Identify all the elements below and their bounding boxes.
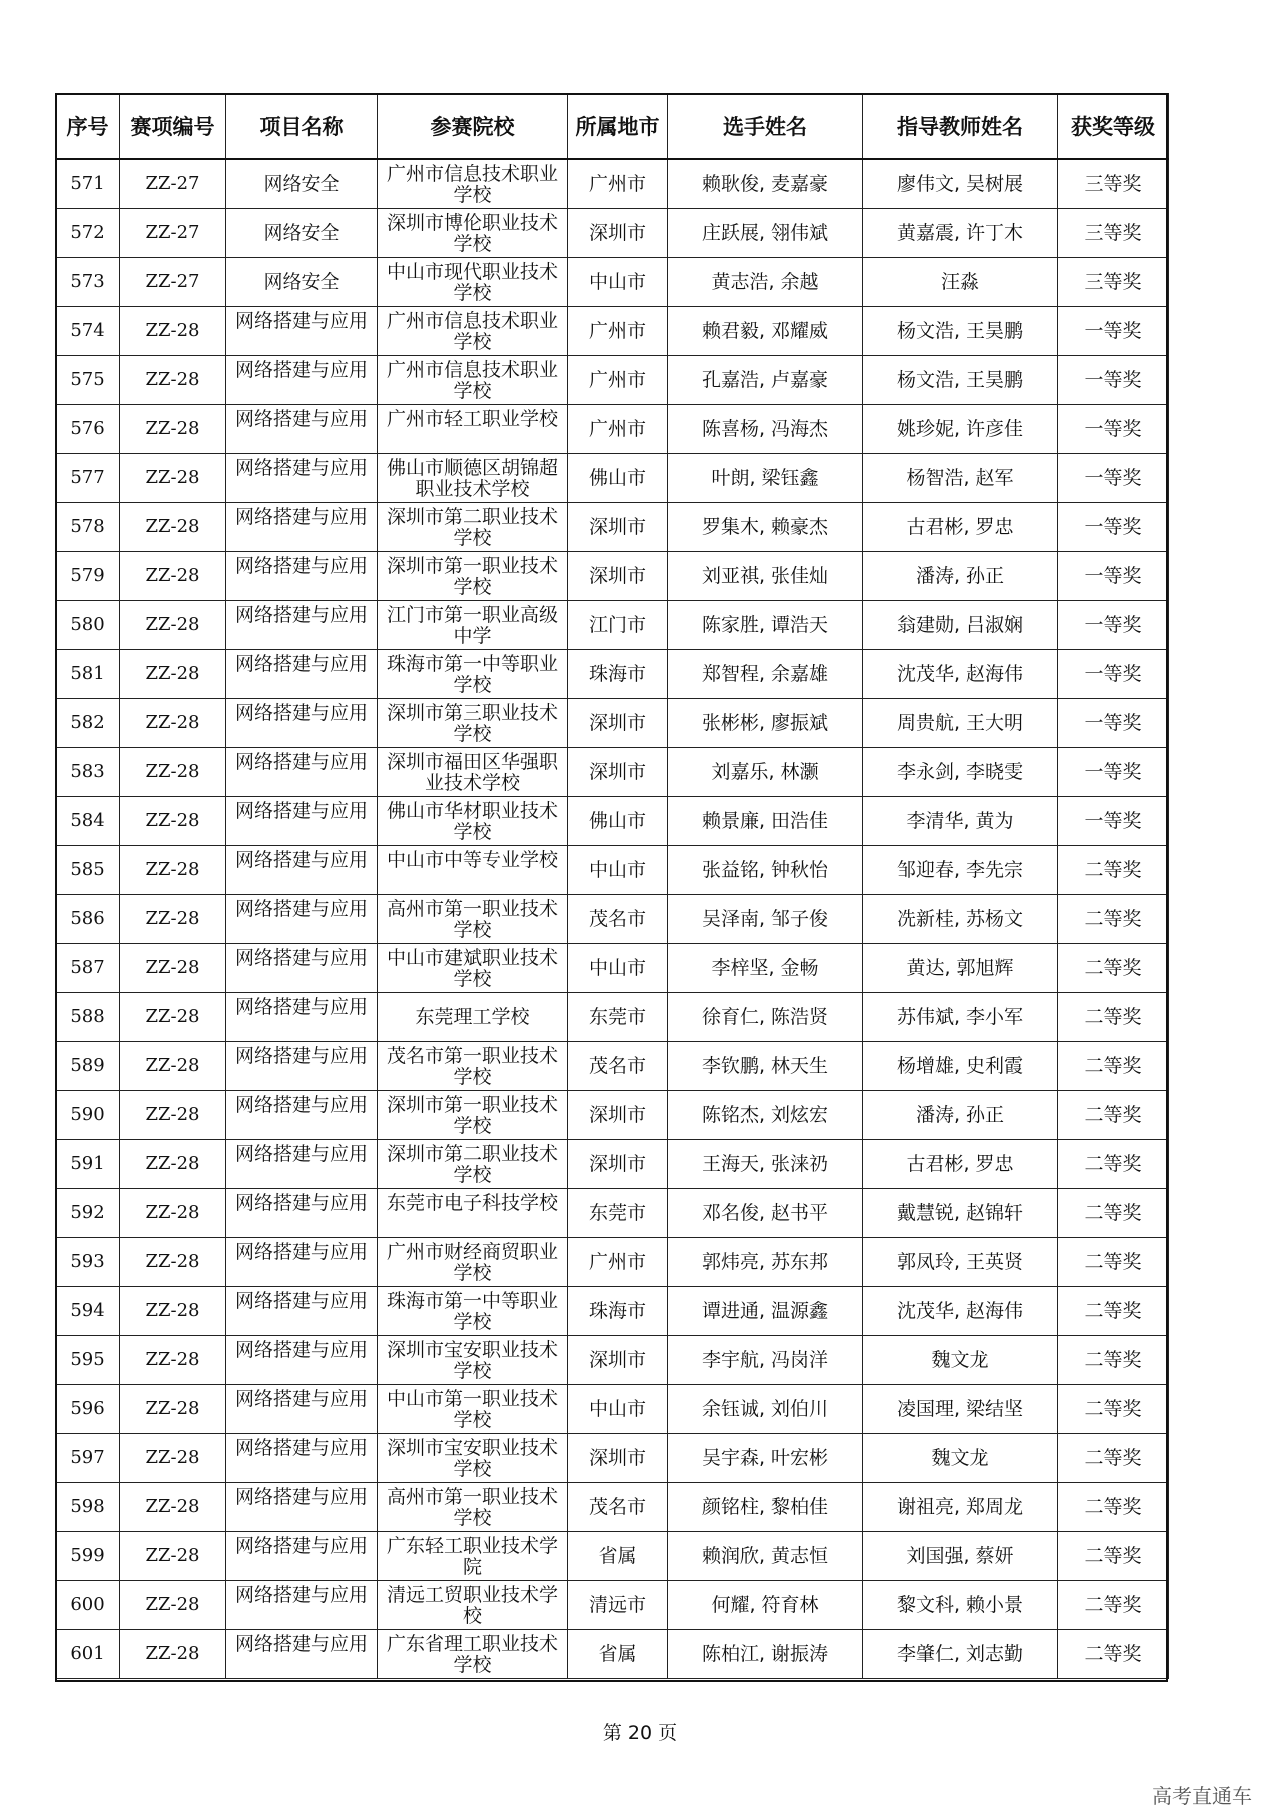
award-cell: 二等奖 <box>1058 1238 1169 1287</box>
award-cell: 二等奖 <box>1058 1483 1169 1532</box>
table-row <box>56 1091 1169 1140</box>
city-cell: 珠海市 <box>568 1287 668 1336</box>
award-cell: 一等奖 <box>1058 503 1169 552</box>
project-cell: 网络搭建与应用 <box>226 993 378 1042</box>
project-cell: 网络搭建与应用 <box>226 1287 378 1336</box>
seq-cell: 583 <box>56 748 120 797</box>
header-cell: 项目名称 <box>226 94 378 160</box>
award-cell: 一等奖 <box>1058 356 1169 405</box>
award-cell: 三等奖 <box>1058 159 1169 209</box>
school-cell: 广东省理工职业技术学校 <box>378 1630 568 1679</box>
code-cell: ZZ-28 <box>120 1336 226 1385</box>
seq-cell: 589 <box>56 1042 120 1091</box>
table-row <box>56 1140 1169 1189</box>
header-cell: 参赛院校 <box>378 94 568 160</box>
contestant-cell: 陈铭杰, 刘炫宏 <box>668 1091 863 1140</box>
code-cell: ZZ-28 <box>120 356 226 405</box>
teacher-cell: 邹迎春, 李先宗 <box>863 846 1058 895</box>
seq-cell: 593 <box>56 1238 120 1287</box>
seq-cell: 582 <box>56 699 120 748</box>
code-cell: ZZ-28 <box>120 1385 226 1434</box>
table-row <box>56 1581 1169 1630</box>
table-row <box>56 699 1169 748</box>
teacher-cell: 汪淼 <box>863 258 1058 307</box>
contestant-cell: 赖君毅, 邓耀威 <box>668 307 863 356</box>
project-cell: 网络搭建与应用 <box>226 1630 378 1679</box>
teacher-cell: 古君彬, 罗忠 <box>863 503 1058 552</box>
project-cell: 网络搭建与应用 <box>226 1336 378 1385</box>
city-cell: 广州市 <box>568 159 668 209</box>
code-cell: ZZ-28 <box>120 454 226 503</box>
school-cell: 东莞理工学校 <box>378 993 568 1042</box>
table-row <box>56 993 1169 1042</box>
city-cell: 江门市 <box>568 601 668 650</box>
contestant-cell: 何耀, 符育林 <box>668 1581 863 1630</box>
project-cell: 网络安全 <box>226 209 378 258</box>
award-cell: 一等奖 <box>1058 307 1169 356</box>
project-cell: 网络搭建与应用 <box>226 405 378 454</box>
watermark: 高考直通车 <box>1152 1784 1252 1808</box>
award-cell: 一等奖 <box>1058 797 1169 846</box>
award-cell: 二等奖 <box>1058 1581 1169 1630</box>
school-cell: 深圳市第二职业技术学校 <box>378 1140 568 1189</box>
header-cell: 所属地市 <box>568 94 668 160</box>
seq-cell: 588 <box>56 993 120 1042</box>
school-cell: 深圳市第二职业技术学校 <box>378 503 568 552</box>
table-row <box>56 1189 1169 1238</box>
table-row <box>56 797 1169 846</box>
school-cell: 茂名市第一职业技术学校 <box>378 1042 568 1091</box>
city-cell: 广州市 <box>568 307 668 356</box>
code-cell: ZZ-28 <box>120 895 226 944</box>
code-cell: ZZ-28 <box>120 503 226 552</box>
school-cell: 高州市第一职业技术学校 <box>378 1483 568 1532</box>
code-cell: ZZ-28 <box>120 944 226 993</box>
city-cell: 佛山市 <box>568 797 668 846</box>
award-cell: 二等奖 <box>1058 1287 1169 1336</box>
teacher-cell: 廖伟文, 吴树展 <box>863 159 1058 209</box>
teacher-cell: 潘涛, 孙正 <box>863 1091 1058 1140</box>
award-cell: 一等奖 <box>1058 454 1169 503</box>
school-cell: 深圳市宝安职业技术学校 <box>378 1336 568 1385</box>
table-row <box>56 650 1169 699</box>
award-cell: 二等奖 <box>1058 1091 1169 1140</box>
table-row <box>56 1287 1169 1336</box>
school-cell: 清远工贸职业技术学校 <box>378 1581 568 1630</box>
project-cell: 网络搭建与应用 <box>226 552 378 601</box>
seq-cell: 591 <box>56 1140 120 1189</box>
teacher-cell: 李清华, 黄为 <box>863 797 1058 846</box>
teacher-cell: 杨文浩, 王昊鹏 <box>863 356 1058 405</box>
code-cell: ZZ-28 <box>120 993 226 1042</box>
seq-cell: 595 <box>56 1336 120 1385</box>
teacher-cell: 李肇仁, 刘志勤 <box>863 1630 1058 1679</box>
code-cell: ZZ-27 <box>120 209 226 258</box>
contestant-cell: 颜铭柱, 黎柏佳 <box>668 1483 863 1532</box>
school-cell: 广州市信息技术职业学校 <box>378 159 568 209</box>
seq-cell: 590 <box>56 1091 120 1140</box>
project-cell: 网络搭建与应用 <box>226 1483 378 1532</box>
school-cell: 深圳市第一职业技术学校 <box>378 552 568 601</box>
seq-cell: 599 <box>56 1532 120 1581</box>
header-cell: 指导教师姓名 <box>863 94 1058 160</box>
table-row <box>56 258 1169 307</box>
teacher-cell: 黎文科, 赖小景 <box>863 1581 1058 1630</box>
project-cell: 网络搭建与应用 <box>226 356 378 405</box>
city-cell: 珠海市 <box>568 650 668 699</box>
city-cell: 深圳市 <box>568 1336 668 1385</box>
award-cell: 三等奖 <box>1058 209 1169 258</box>
school-cell: 中山市建斌职业技术学校 <box>378 944 568 993</box>
award-cell: 一等奖 <box>1058 699 1169 748</box>
teacher-cell: 姚珍妮, 许彦佳 <box>863 405 1058 454</box>
project-cell: 网络搭建与应用 <box>226 748 378 797</box>
table-row <box>56 1238 1169 1287</box>
teacher-cell: 杨智浩, 赵军 <box>863 454 1058 503</box>
project-cell: 网络搭建与应用 <box>226 503 378 552</box>
header-cell: 获奖等级 <box>1058 94 1169 160</box>
school-cell: 广州市财经商贸职业学校 <box>378 1238 568 1287</box>
teacher-cell: 潘涛, 孙正 <box>863 552 1058 601</box>
code-cell: ZZ-28 <box>120 1287 226 1336</box>
seq-cell: 587 <box>56 944 120 993</box>
school-cell: 深圳市第一职业技术学校 <box>378 1091 568 1140</box>
code-cell: ZZ-28 <box>120 601 226 650</box>
table-row <box>56 1385 1169 1434</box>
seq-cell: 578 <box>56 503 120 552</box>
code-cell: ZZ-28 <box>120 405 226 454</box>
school-cell: 江门市第一职业高级中学 <box>378 601 568 650</box>
city-cell: 深圳市 <box>568 503 668 552</box>
teacher-cell: 李永剑, 李晓雯 <box>863 748 1058 797</box>
seq-cell: 577 <box>56 454 120 503</box>
city-cell: 广州市 <box>568 405 668 454</box>
contestant-cell: 张益铭, 钟秋怡 <box>668 846 863 895</box>
award-cell: 二等奖 <box>1058 895 1169 944</box>
contestant-cell: 赖润欣, 黄志恒 <box>668 1532 863 1581</box>
seq-cell: 584 <box>56 797 120 846</box>
award-cell: 二等奖 <box>1058 1532 1169 1581</box>
city-cell: 东莞市 <box>568 1189 668 1238</box>
table-row <box>56 307 1169 356</box>
city-cell: 省属 <box>568 1630 668 1679</box>
school-cell: 东莞市电子科技学校 <box>378 1189 568 1238</box>
contestant-cell: 刘亚祺, 张佳灿 <box>668 552 863 601</box>
table-body <box>56 159 1169 1679</box>
city-cell: 佛山市 <box>568 454 668 503</box>
table-row <box>56 1042 1169 1091</box>
school-cell: 珠海市第一中等职业学校 <box>378 1287 568 1336</box>
teacher-cell: 杨增雄, 史利霞 <box>863 1042 1058 1091</box>
contestant-cell: 李宇航, 冯岗洋 <box>668 1336 863 1385</box>
contestant-cell: 叶朗, 梁钰鑫 <box>668 454 863 503</box>
project-cell: 网络搭建与应用 <box>226 454 378 503</box>
teacher-cell: 郭凤玲, 王英贤 <box>863 1238 1058 1287</box>
header-cell: 选手姓名 <box>668 94 863 160</box>
teacher-cell: 杨文浩, 王昊鹏 <box>863 307 1058 356</box>
contestant-cell: 李梓坚, 金畅 <box>668 944 863 993</box>
teacher-cell: 冼新桂, 苏杨文 <box>863 895 1058 944</box>
header-row <box>56 94 1169 160</box>
table-row <box>56 944 1169 993</box>
code-cell: ZZ-28 <box>120 1630 226 1679</box>
project-cell: 网络搭建与应用 <box>226 1042 378 1091</box>
city-cell: 深圳市 <box>568 209 668 258</box>
award-cell: 二等奖 <box>1058 993 1169 1042</box>
table-row <box>56 846 1169 895</box>
city-cell: 茂名市 <box>568 1042 668 1091</box>
award-cell: 一等奖 <box>1058 601 1169 650</box>
school-cell: 佛山市顺德区胡锦超职业技术学校 <box>378 454 568 503</box>
table-row <box>56 1630 1169 1679</box>
contestant-cell: 余钰诚, 刘伯川 <box>668 1385 863 1434</box>
seq-cell: 571 <box>56 159 120 209</box>
table-row <box>56 1434 1169 1483</box>
city-cell: 中山市 <box>568 1385 668 1434</box>
code-cell: ZZ-28 <box>120 1532 226 1581</box>
seq-cell: 581 <box>56 650 120 699</box>
contestant-cell: 徐育仁, 陈浩贤 <box>668 993 863 1042</box>
project-cell: 网络搭建与应用 <box>226 601 378 650</box>
contestant-cell: 庄跃展, 翎伟斌 <box>668 209 863 258</box>
code-cell: ZZ-28 <box>120 1483 226 1532</box>
school-cell: 广州市信息技术职业学校 <box>378 307 568 356</box>
project-cell: 网络搭建与应用 <box>226 1091 378 1140</box>
seq-cell: 580 <box>56 601 120 650</box>
seq-cell: 576 <box>56 405 120 454</box>
teacher-cell: 沈茂华, 赵海伟 <box>863 650 1058 699</box>
header-cell: 赛项编号 <box>120 94 226 160</box>
city-cell: 深圳市 <box>568 748 668 797</box>
award-cell: 二等奖 <box>1058 1434 1169 1483</box>
project-cell: 网络搭建与应用 <box>226 1581 378 1630</box>
teacher-cell: 戴慧锐, 赵锦轩 <box>863 1189 1058 1238</box>
project-cell: 网络搭建与应用 <box>226 1434 378 1483</box>
code-cell: ZZ-28 <box>120 1434 226 1483</box>
seq-cell: 594 <box>56 1287 120 1336</box>
contestant-cell: 罗集木, 赖豪杰 <box>668 503 863 552</box>
contestant-cell: 赖景廉, 田浩佳 <box>668 797 863 846</box>
award-cell: 二等奖 <box>1058 846 1169 895</box>
teacher-cell: 凌国理, 梁结坚 <box>863 1385 1058 1434</box>
school-cell: 中山市中等专业学校 <box>378 846 568 895</box>
award-cell: 二等奖 <box>1058 1042 1169 1091</box>
school-cell: 珠海市第一中等职业学校 <box>378 650 568 699</box>
school-cell: 高州市第一职业技术学校 <box>378 895 568 944</box>
contestant-cell: 黄志浩, 余越 <box>668 258 863 307</box>
project-cell: 网络搭建与应用 <box>226 307 378 356</box>
table-row <box>56 1483 1169 1532</box>
award-cell: 一等奖 <box>1058 405 1169 454</box>
award-cell: 二等奖 <box>1058 1336 1169 1385</box>
award-cell: 三等奖 <box>1058 258 1169 307</box>
city-cell: 东莞市 <box>568 993 668 1042</box>
code-cell: ZZ-28 <box>120 846 226 895</box>
project-cell: 网络搭建与应用 <box>226 699 378 748</box>
code-cell: ZZ-28 <box>120 699 226 748</box>
contestant-cell: 邓名俊, 赵书平 <box>668 1189 863 1238</box>
table-row <box>56 356 1169 405</box>
city-cell: 清远市 <box>568 1581 668 1630</box>
award-cell: 二等奖 <box>1058 944 1169 993</box>
code-cell: ZZ-28 <box>120 307 226 356</box>
code-cell: ZZ-28 <box>120 797 226 846</box>
code-cell: ZZ-28 <box>120 1238 226 1287</box>
award-table <box>55 93 1169 1679</box>
seq-cell: 574 <box>56 307 120 356</box>
code-cell: ZZ-28 <box>120 748 226 797</box>
table-row <box>56 454 1169 503</box>
teacher-cell: 周贵航, 王大明 <box>863 699 1058 748</box>
project-cell: 网络搭建与应用 <box>226 797 378 846</box>
teacher-cell: 古君彬, 罗忠 <box>863 1140 1058 1189</box>
contestant-cell: 陈喜杨, 冯海杰 <box>668 405 863 454</box>
teacher-cell: 刘国强, 蔡妍 <box>863 1532 1058 1581</box>
city-cell: 深圳市 <box>568 552 668 601</box>
code-cell: ZZ-28 <box>120 1581 226 1630</box>
city-cell: 茂名市 <box>568 895 668 944</box>
award-cell: 一等奖 <box>1058 748 1169 797</box>
city-cell: 中山市 <box>568 258 668 307</box>
school-cell: 深圳市宝安职业技术学校 <box>378 1434 568 1483</box>
school-cell: 中山市第一职业技术学校 <box>378 1385 568 1434</box>
teacher-cell: 魏文龙 <box>863 1434 1058 1483</box>
contestant-cell: 张彬彬, 廖振斌 <box>668 699 863 748</box>
project-cell: 网络搭建与应用 <box>226 1140 378 1189</box>
table-row <box>56 209 1169 258</box>
seq-cell: 585 <box>56 846 120 895</box>
city-cell: 深圳市 <box>568 1140 668 1189</box>
seq-cell: 586 <box>56 895 120 944</box>
project-cell: 网络安全 <box>226 258 378 307</box>
contestant-cell: 吴宇森, 叶宏彬 <box>668 1434 863 1483</box>
school-cell: 深圳市博伦职业技术学校 <box>378 209 568 258</box>
school-cell: 深圳市第三职业技术学校 <box>378 699 568 748</box>
contestant-cell: 吴泽南, 邹子俊 <box>668 895 863 944</box>
teacher-cell: 黄嘉震, 许丁木 <box>863 209 1058 258</box>
city-cell: 广州市 <box>568 356 668 405</box>
table-row <box>56 1336 1169 1385</box>
award-cell: 二等奖 <box>1058 1140 1169 1189</box>
school-cell: 深圳市福田区华强职业技术学校 <box>378 748 568 797</box>
city-cell: 深圳市 <box>568 1091 668 1140</box>
contestant-cell: 郭炜亮, 苏东邦 <box>668 1238 863 1287</box>
code-cell: ZZ-28 <box>120 1189 226 1238</box>
school-cell: 广东轻工职业技术学院 <box>378 1532 568 1581</box>
code-cell: ZZ-28 <box>120 1042 226 1091</box>
contestant-cell: 李钦鹏, 林天生 <box>668 1042 863 1091</box>
seq-cell: 596 <box>56 1385 120 1434</box>
city-cell: 深圳市 <box>568 699 668 748</box>
contestant-cell: 赖耿俊, 麦嘉豪 <box>668 159 863 209</box>
teacher-cell: 谢祖亮, 郑周龙 <box>863 1483 1058 1532</box>
award-cell: 一等奖 <box>1058 552 1169 601</box>
table-row <box>56 895 1169 944</box>
teacher-cell: 黄达, 郭旭辉 <box>863 944 1058 993</box>
table-row <box>56 503 1169 552</box>
school-cell: 广州市轻工职业学校 <box>378 405 568 454</box>
table-row <box>56 748 1169 797</box>
seq-cell: 592 <box>56 1189 120 1238</box>
city-cell: 茂名市 <box>568 1483 668 1532</box>
contestant-cell: 孔嘉浩, 卢嘉豪 <box>668 356 863 405</box>
school-cell: 佛山市华材职业技术学校 <box>378 797 568 846</box>
award-cell: 二等奖 <box>1058 1385 1169 1434</box>
code-cell: ZZ-28 <box>120 650 226 699</box>
project-cell: 网络搭建与应用 <box>226 944 378 993</box>
project-cell: 网络搭建与应用 <box>226 1532 378 1581</box>
code-cell: ZZ-28 <box>120 552 226 601</box>
project-cell: 网络搭建与应用 <box>226 650 378 699</box>
code-cell: ZZ-27 <box>120 258 226 307</box>
teacher-cell: 沈茂华, 赵海伟 <box>863 1287 1058 1336</box>
seq-cell: 600 <box>56 1581 120 1630</box>
contestant-cell: 陈柏江, 谢振涛 <box>668 1630 863 1679</box>
award-cell: 一等奖 <box>1058 650 1169 699</box>
header-cell: 序号 <box>56 94 120 160</box>
school-cell: 中山市现代职业技术学校 <box>378 258 568 307</box>
city-cell: 深圳市 <box>568 1434 668 1483</box>
city-cell: 中山市 <box>568 846 668 895</box>
contestant-cell: 刘嘉乐, 林灏 <box>668 748 863 797</box>
seq-cell: 573 <box>56 258 120 307</box>
award-cell: 二等奖 <box>1058 1630 1169 1679</box>
seq-cell: 572 <box>56 209 120 258</box>
seq-cell: 598 <box>56 1483 120 1532</box>
city-cell: 省属 <box>568 1532 668 1581</box>
city-cell: 中山市 <box>568 944 668 993</box>
contestant-cell: 王海天, 张涞礽 <box>668 1140 863 1189</box>
code-cell: ZZ-28 <box>120 1091 226 1140</box>
table-row <box>56 405 1169 454</box>
table-header <box>56 94 1169 160</box>
project-cell: 网络安全 <box>226 159 378 209</box>
project-cell: 网络搭建与应用 <box>226 1238 378 1287</box>
contestant-cell: 谭进通, 温源鑫 <box>668 1287 863 1336</box>
project-cell: 网络搭建与应用 <box>226 895 378 944</box>
table-row <box>56 552 1169 601</box>
code-cell: ZZ-27 <box>120 159 226 209</box>
code-cell: ZZ-28 <box>120 1140 226 1189</box>
teacher-cell: 魏文龙 <box>863 1336 1058 1385</box>
school-cell: 广州市信息技术职业学校 <box>378 356 568 405</box>
contestant-cell: 陈家胜, 谭浩天 <box>668 601 863 650</box>
table-row <box>56 159 1169 209</box>
table-row <box>56 1532 1169 1581</box>
seq-cell: 579 <box>56 552 120 601</box>
page-number: 第 20 页 <box>602 1722 678 1744</box>
project-cell: 网络搭建与应用 <box>226 846 378 895</box>
contestant-cell: 郑智程, 余嘉雄 <box>668 650 863 699</box>
teacher-cell: 翁建勋, 吕淑娴 <box>863 601 1058 650</box>
project-cell: 网络搭建与应用 <box>226 1385 378 1434</box>
seq-cell: 597 <box>56 1434 120 1483</box>
seq-cell: 575 <box>56 356 120 405</box>
seq-cell: 601 <box>56 1630 120 1679</box>
project-cell: 网络搭建与应用 <box>226 1189 378 1238</box>
city-cell: 广州市 <box>568 1238 668 1287</box>
award-cell: 二等奖 <box>1058 1189 1169 1238</box>
table-row <box>56 601 1169 650</box>
teacher-cell: 苏伟斌, 李小军 <box>863 993 1058 1042</box>
